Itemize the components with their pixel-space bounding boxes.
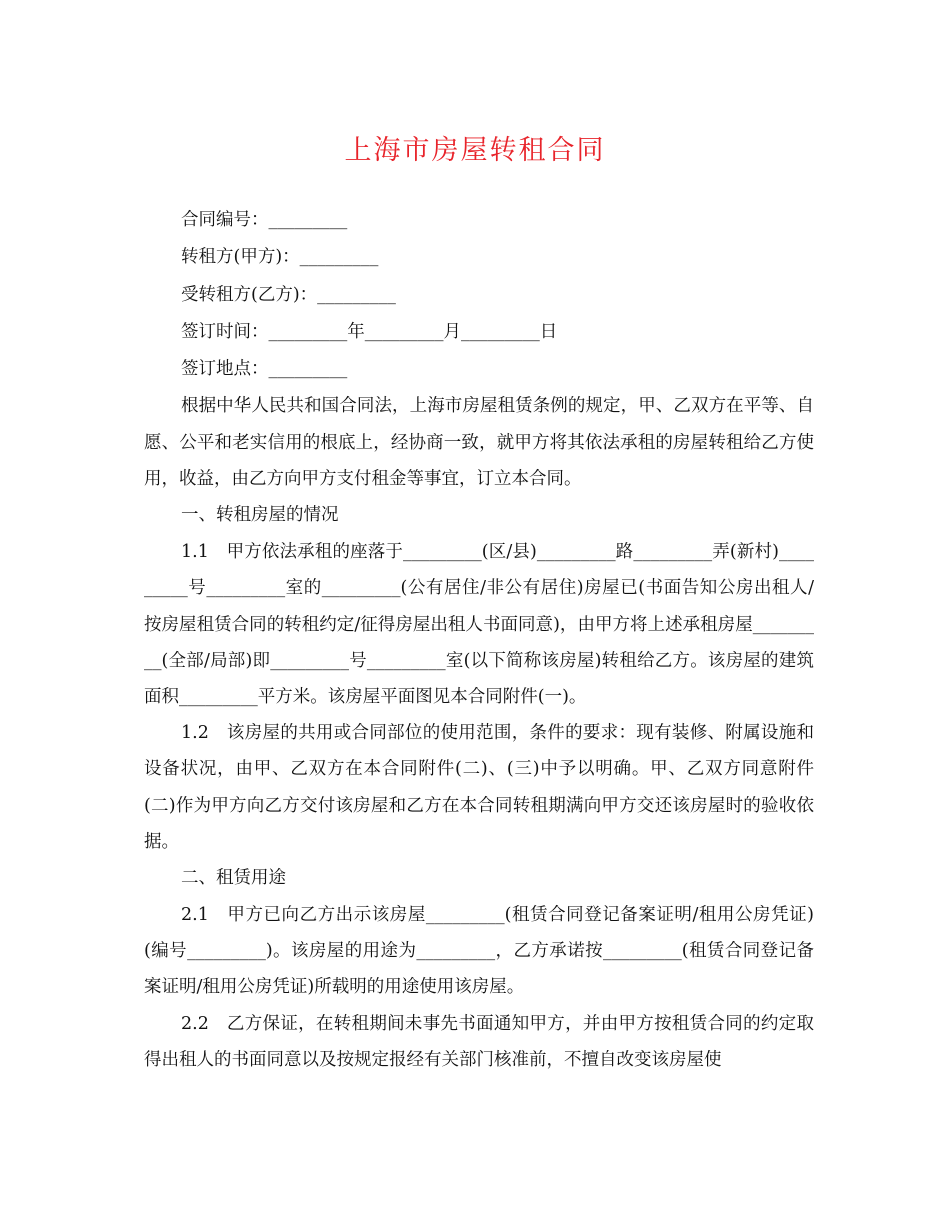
party-b-field: 受转租方(乙方)：_________ [181,284,396,305]
clause-1-2: 1.2 该房屋的共用或合同部位的使用范围，条件的要求：现有装修、附属设施和设备状况，由甲、乙双方在本合同附件(二)、(三)中予以明确。甲、乙双方同意附件(二)作为甲方向乙方交付该房屋和乙方在本合同转租期满向甲方交还该房屋时的验收依据。 [144,723,814,852]
section-heading-1: 一、转租房屋的情况 [181,505,339,526]
document-title: 上海市房屋转租合同 [344,135,606,166]
clause-2-1: 2.1 甲方已向乙方出示该房屋_________(租赁合同登记备案证明/租用公房凭证)(编号_________)。该房屋的用途为_________，乙方承诺按_________(租赁合同登记备案证明/租用公房凭证)所载明的用途使用该房屋。 [144,904,814,998]
preamble-paragraph: 根据中华人民共和国合同法，上海市房屋租赁条例的规定，甲、乙双方在平等、自愿、公平和老实信用的根底上，经协商一致，就甲方将其依法承租的房屋转租给乙方使用，收益，由乙方向甲方支付租金等事宜，订立本合同。 [144,396,814,489]
contract-body [144,202,814,1078]
signing-place-field: 签订地点：_________ [181,359,348,380]
signing-date-field: 签订时间：_________年_________月_________日 [181,321,558,342]
party-a-field: 转租方(甲方)：_________ [181,247,379,268]
section-heading-2: 二、租赁用途 [181,867,286,888]
clause-2-2: 2.2 乙方保证，在转租期间未事先书面通知甲方，并由甲方按租赁合同的约定取得出租人的书面同意以及按规定报经有关部门核准前，不擅自改变该房屋使 [144,1013,814,1070]
clause-1-1: 1.1 甲方依法承租的座落于_________(区/县)_________路_________弄(新村)_________号_________室的_________(公有居住/非公有居住)房屋已(书面告知公房出租人/按房屋租赁合同的转租约定/征得房屋出租人书面同意)，由甲方将上述承租房屋_________(全部/局部)即_________号_________室(以下简称该房屋)转租给乙方。该房屋的建筑面积_________平方米。该房屋平面图见本合同附件(一)。 [144,542,814,707]
contract-number-field: 合同编号：_________ [181,210,348,230]
